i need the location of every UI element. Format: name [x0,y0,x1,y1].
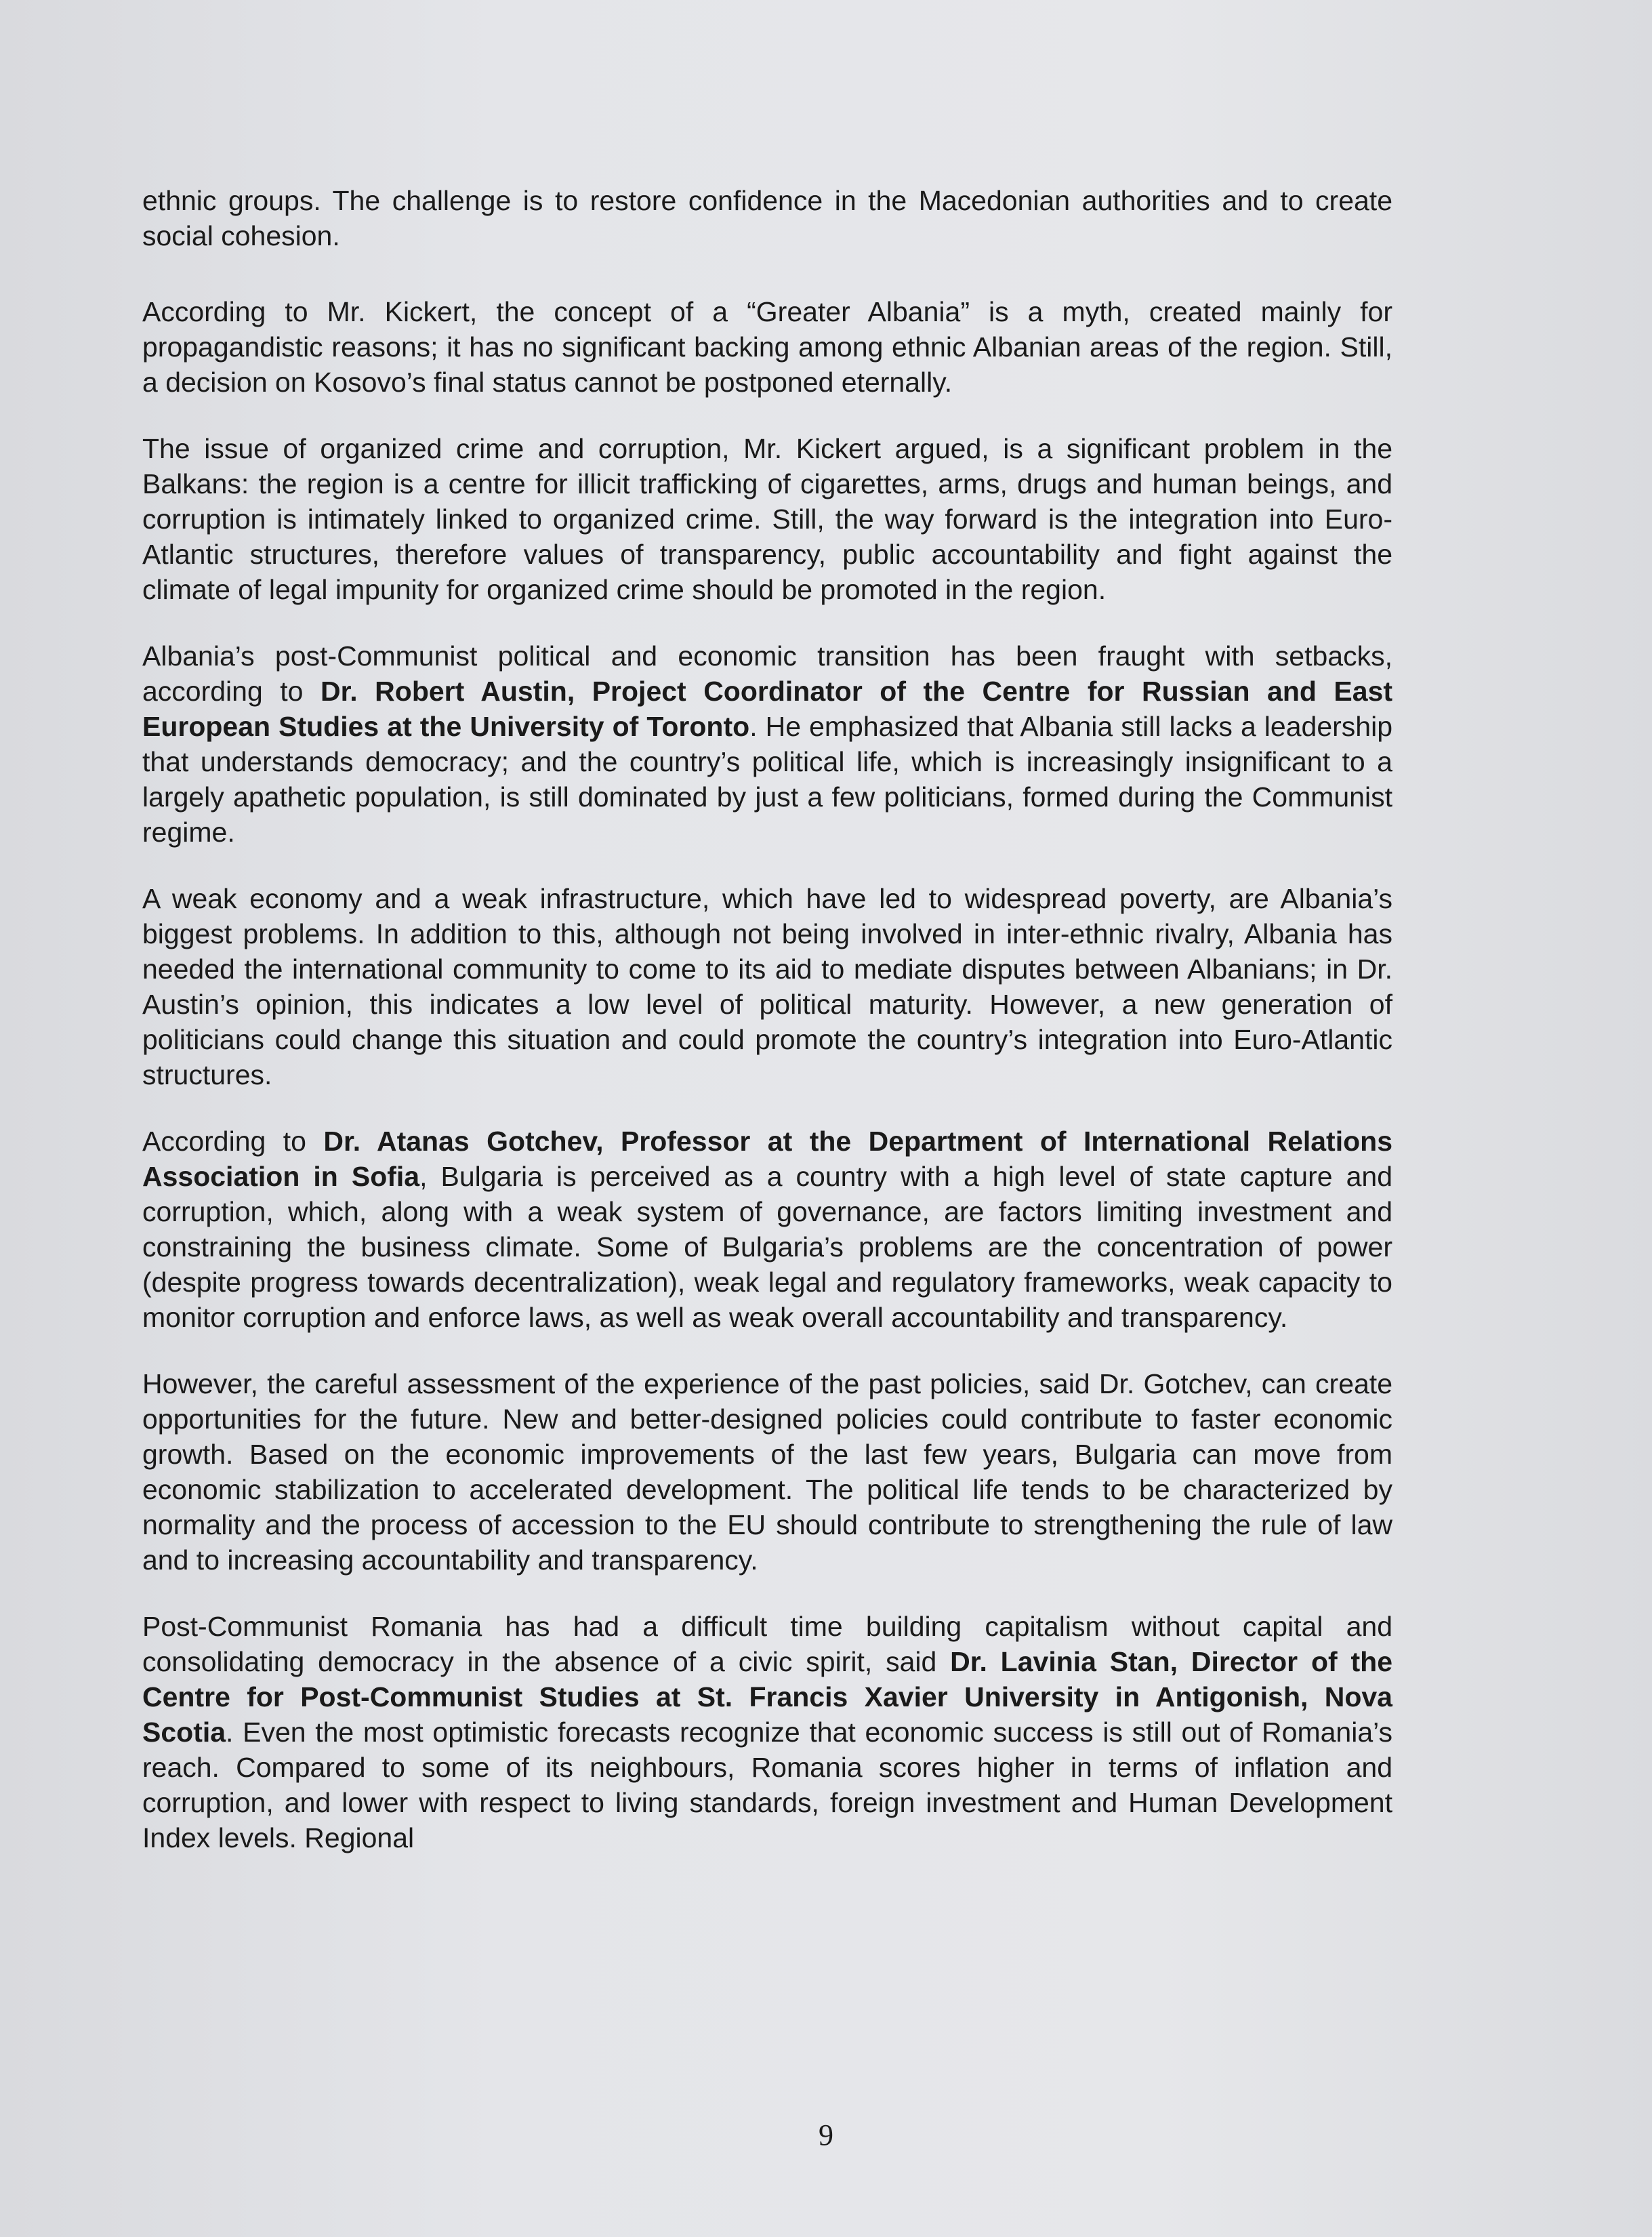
paragraph [142,1609,1392,1855]
text-run: , Bulgaria is perceived as a country with a high level of state capture and corruption, which, along with a weak system of governance, are factors limiting investment and constraining the business climate. Some of Bulgaria’s problems are the concentration of power (despite progress towards decentralization), weak legal and regulatory frameworks, weak capacity to monitor corruption and enforce laws, as well as weak overall accountability and transparency. [142,1161,1392,1333]
text-run: The issue of organized crime and corruption, Mr. Kickert argued, is a significant problem in the Balkans: the region is a centre for illicit trafficking of cigarettes, arms, drugs and human beings, and corruption is intimately linked to organized crime. Still, the way forward is the integration into Euro-Atlantic structures, therefore values of transparency, public accountability and fight against the climate of legal impunity for organized crime should be promoted in the region. [142,433,1392,605]
paragraph [142,638,1392,850]
paragraph [142,1366,1392,1578]
paragraph [142,183,1392,253]
paragraph [142,1124,1392,1335]
page-number: 9 [819,2118,833,2152]
text-run: ethnic groups. The challenge is to restore confidence in the Macedonian authorities and to create social cohesion. [142,185,1392,251]
text-run: According to [142,1126,324,1157]
text-run: Post-Communist Romania has had a difficult time building capitalism without capital and consolidating democracy in the absence of a civic spirit, said [142,1611,1392,1677]
text-run: A weak economy and a weak infrastructure, which have led to widespread poverty, are Albania’s biggest problems. In addition to this, although not being involved in inter-ethnic rivalry, Albania has needed the international community to come to its aid to mediate disputes between Albanians; in Dr. Austin’s opinion, this indicates a low level of political maturity. However, a new generation of politicians could change this situation and could promote the country’s integration into Euro-Atlantic structures. [142,883,1392,1090]
paragraph [142,294,1392,400]
bold-text-run: Dr. Robert Austin, Project Coordinator of the Centre for Russian and East European Studies at the University of Toronto [142,676,1393,742]
bold-text-run: Dr. Lavinia Stan, Director of the Centre for Post-Communist Studies at St. Francis Xavier University in Antigonish, Nova Scotia [142,1646,1393,1748]
text-run: According to Mr. Kickert, the concept of a “Greater Albania” is a myth, created mainly for propagandistic reasons; it has no significant backing among ethnic Albanian areas of the region. Still, a decision on Kosovo’s final status cannot be postponed eternally. [142,296,1392,398]
text-run: Albania’s post-Communist political and economic transition has been fraught with setbacks, according to [142,640,1392,707]
text-run: . Even the most optimistic forecasts recognize that economic success is still out of Romania’s reach. Compared to some of its neighbours, Romania scores higher in terms of inflation and corruption, and lower with respect to living standards, foreign investment and Human Development Index levels. Regional [142,1717,1392,1853]
text-run: . He emphasized that Albania still lacks a leadership that understands democracy; and the country’s political life, which is increasingly insignificant to a largely apathetic population, is still dominated by just a few politicians, formed during the Communist regime. [142,711,1392,848]
paragraph [142,881,1392,1092]
paragraph [142,431,1392,607]
bold-text-run: Dr. Atanas Gotchev, Professor at the Department of International Relations Association in Sofia [142,1126,1392,1192]
text-run: However, the careful assessment of the experience of the past policies, said Dr. Gotchev, can create opportunities for the future. New and better-designed policies could contribute to faster economic growth. Based on the economic improvements of the last few years, Bulgaria can move from economic stabilization to accelerated development. The political life tends to be characterized by normality and the process of accession to the EU should contribute to strengthening the rule of law and to increasing accountability and transparency. [142,1368,1392,1576]
body-text [142,183,1392,1887]
